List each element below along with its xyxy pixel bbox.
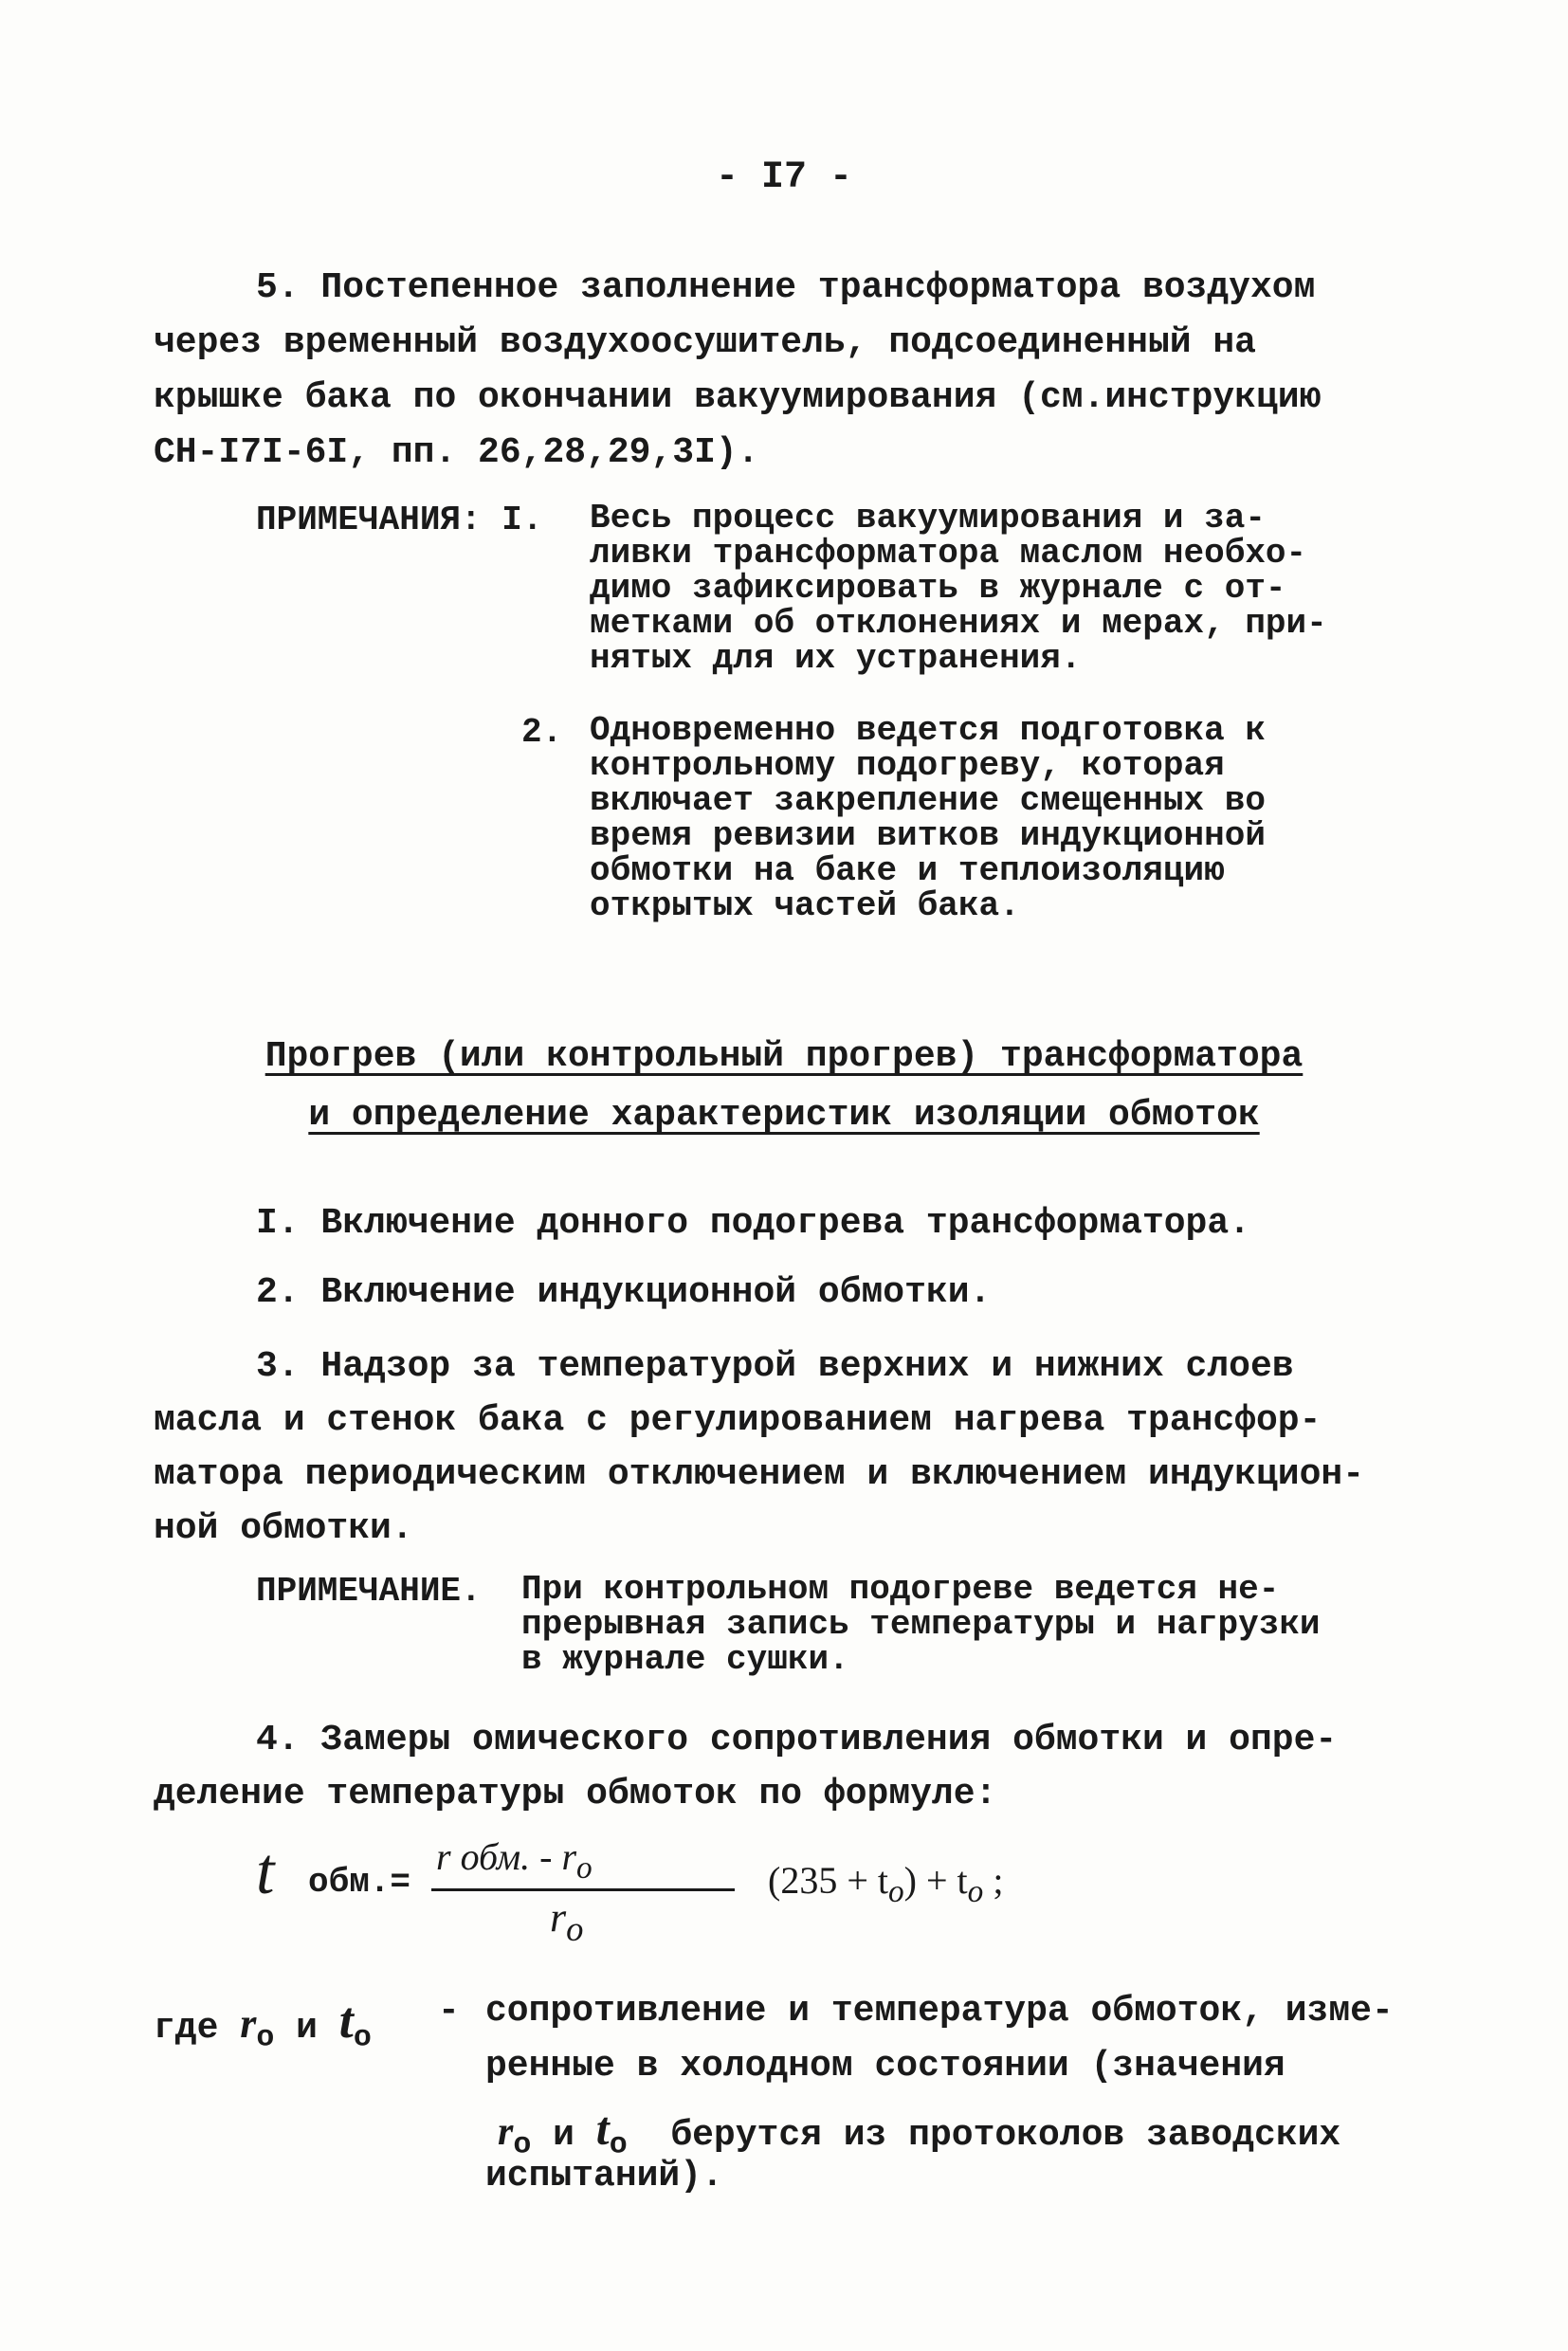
notes-label: ПРИМЕЧАНИЯ: I.: [256, 501, 543, 539]
item5-line-3: крышке бака по окончании вакуумирования (см.инструкцию: [154, 377, 1322, 418]
item2: 2. Включение индукционной обмотки.: [256, 1272, 992, 1313]
page-number: - I7 -: [715, 156, 853, 199]
note1-line-5: нятых для их устранения.: [590, 639, 1082, 678]
item5-line-2: через временный воздухоосушитель, подсоединенный на: [154, 322, 1256, 363]
fraction-bar: [431, 1888, 735, 1891]
item3-line-3: матора периодическим отключением и включением индукцион-: [154, 1454, 1365, 1495]
note1-line-2: ливки трансформатора маслом необхо-: [590, 534, 1307, 573]
note2-line-6: открытых частей бака.: [590, 886, 1020, 925]
item3-line-4: ной обмотки.: [154, 1508, 413, 1549]
note2-line-4: время ревизии витков индукционной: [590, 816, 1266, 855]
where-line-2: ренные в холодном состоянии (значения: [485, 2046, 1285, 2087]
formula-rest: $(235 + t_o) + t_o$ ;: [768, 1859, 1004, 1909]
temperature-formula: [256, 1834, 1109, 1948]
note2-line-1: Одновременно ведется подготовка к: [590, 711, 1266, 750]
note3-line-1: При контрольном подогреве ведется не-: [521, 1570, 1280, 1609]
note1-line-4: метками об отклонениях и мерах, при-: [590, 604, 1327, 643]
where-line-1: сопротивление и температура обмоток, изме-: [485, 1991, 1394, 2032]
item4-line-2: деление температуры обмоток по формуле:: [154, 1774, 997, 1814]
item3-line-1: 3. Надзор за температурой верхних и нижних слоев: [256, 1346, 1294, 1387]
item3-line-2: масла и стенок бака с регулированием нагрева трансфор-: [154, 1400, 1322, 1441]
item5-line-1: 5. Постепенное заполнение трансформатора воздухом: [256, 267, 1316, 308]
note1-line-3: димо зафиксировать в журнале с от-: [590, 569, 1286, 608]
note3-line-3: в журнале сушки.: [521, 1640, 849, 1679]
note2-number: 2.: [521, 713, 563, 752]
where-dash: -: [438, 1991, 460, 2032]
where-line-3: $r_o$ и $t_o$ берутся из протоколов заводских: [498, 2102, 1341, 2162]
item5-line-4: СН-I7I-6I, пп. 26,28,29,3I).: [154, 432, 759, 473]
where-line-4: испытаний).: [485, 2156, 723, 2196]
item1: I. Включение донного подогрева трансформатора.: [256, 1203, 1250, 1244]
note2-line-5: обмотки на баке и теплоизоляцию: [590, 851, 1225, 890]
note1-line-1: Весь процесс вакуумирования и за-: [590, 499, 1266, 538]
note2-line-2: контрольному подогреву, которая: [590, 746, 1225, 785]
section-heading-line-1: Прогрев (или контрольный прогрев) трансформатора: [264, 1036, 1304, 1077]
item4-line-1: 4. Замеры омического сопротивления обмотки и опре-: [256, 1720, 1338, 1760]
note3-label: ПРИМЕЧАНИЕ.: [256, 1572, 482, 1611]
where-label: где $r_o$ и $t_o$: [154, 1992, 372, 2055]
section-heading-line-2: и определение характеристик изоляции обмоток: [308, 1095, 1260, 1136]
note2-line-3: включает закрепление смещенных во: [590, 781, 1266, 820]
formula-numerator: r обм. - $r_o$: [436, 1835, 593, 1886]
note3-line-2: прерывная запись температуры и нагрузки: [521, 1605, 1321, 1644]
formula-obm: обм.=: [308, 1863, 411, 1902]
formula-t: t: [256, 1835, 275, 1908]
formula-denominator: $r_o$: [550, 1894, 584, 1948]
